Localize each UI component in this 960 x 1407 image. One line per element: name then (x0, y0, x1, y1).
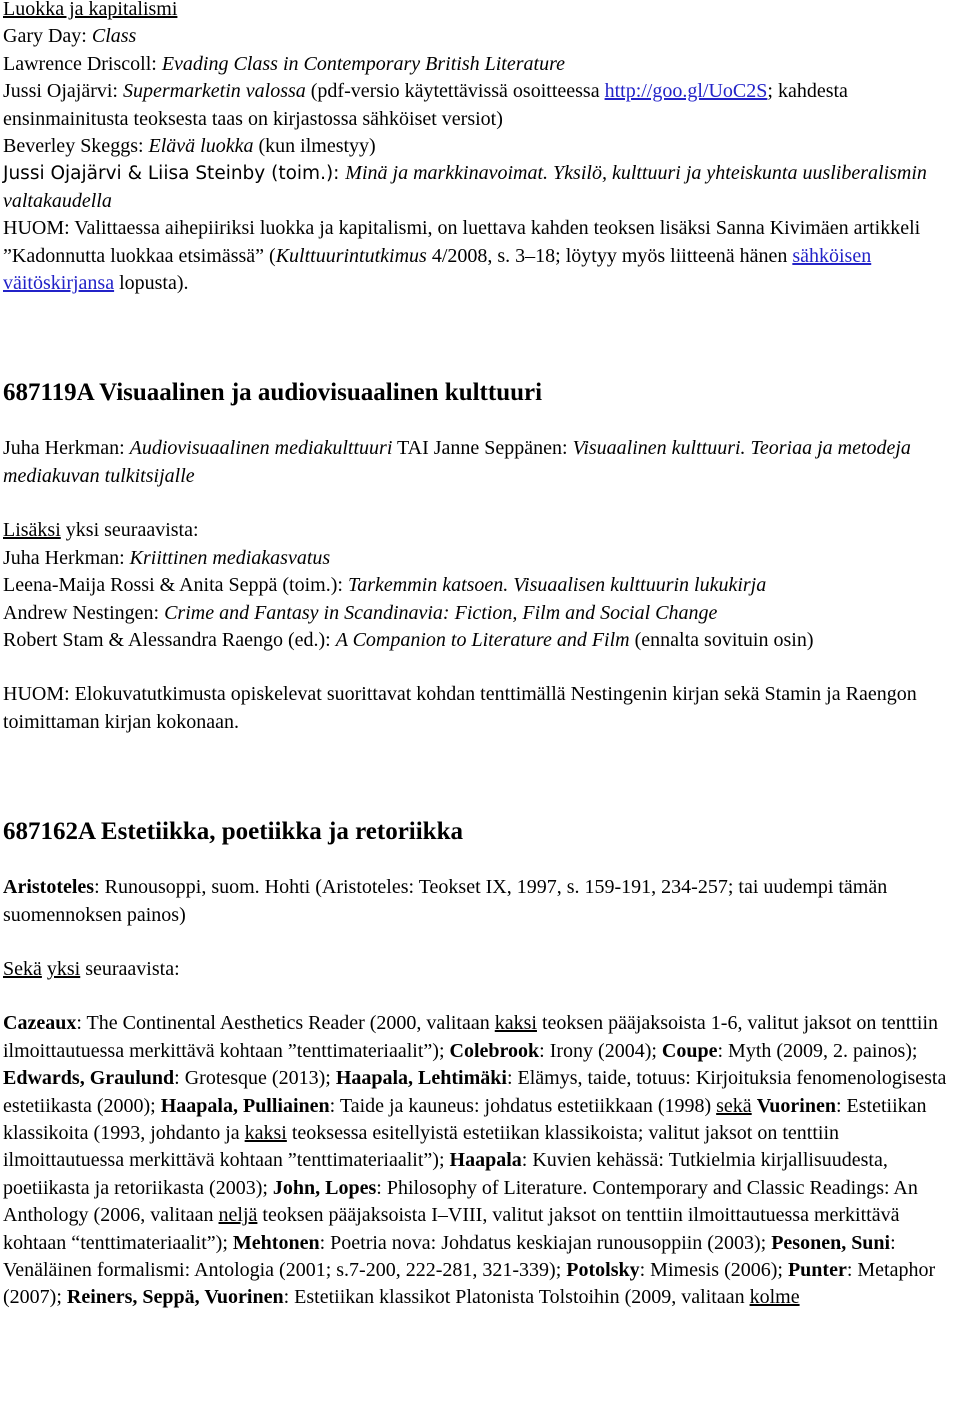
author: Juha Herkman: (3, 546, 130, 569)
spacer (3, 736, 957, 817)
book-title: Minä ja markkinavoimat. Yksilö, kulttuuri ja yhteiskunta uusliberalismin valtakaudella (3, 162, 927, 212)
book-title: Tarkemmin katsoen. Visuaalisen kulttuurin lukukirja (347, 574, 767, 597)
book-title: Class (91, 25, 137, 48)
list-text: : Estetiikan klassikot Platonista Tolstoihin (2009, valitaan (283, 1286, 750, 1309)
list-text: teoksen pääjaksoista I–VIII, valitut jaksot on tenttiin ilmoittautuessa merkittävä kohtaan “tenttimateriaalit”); (3, 1204, 900, 1254)
spacer (3, 297, 957, 378)
note-text: lopusta). (114, 272, 189, 295)
author: Beverley Skeggs: (3, 135, 149, 158)
author: Juha Herkman: (3, 437, 130, 460)
reading-item (3, 78, 957, 133)
pdf-link[interactable]: http://goo.gl/UoC2S (604, 80, 768, 103)
author: Pesonen, Suni (771, 1231, 891, 1254)
author: Colebrook (449, 1039, 540, 1062)
reading-item (3, 133, 957, 160)
list-text: : Estetiikan klassikoita (1993, johdanto ja (3, 1094, 927, 1144)
author: Gary Day: (3, 25, 92, 48)
list-text: : Philosophy of Literature. Contemporary and Classic Readings: An Anthology (2006, valitaan (3, 1176, 918, 1227)
author: Haapala, Lehtimäki (335, 1067, 507, 1090)
dissertation-link[interactable]: sähköisen väitöskirjansa (3, 244, 872, 295)
list-text: : Poetria nova: Johdatus keskiajan runousoppiin (2003); (319, 1231, 772, 1254)
list-text: teoksessa esitellyistä estetiikan klassikoista; valitut jaksot on tenttiin ilmoittautuessa merkittävä kohtaan ”tenttimateriaalit”); (3, 1121, 839, 1172)
note-text: : Runousoppi, suom. Hohti (Aristoteles: Teokset IX, 1997, s. 159-191, 234-257; tai uudempi tämän suomennoksen painos) (3, 876, 888, 926)
author: Reiners, Seppä, Vuorinen (66, 1286, 284, 1309)
list-text: : Elämys, taide, totuus: Kirjoituksia fenomenologisesta estetiikasta (2000); (3, 1067, 947, 1117)
list-text: : Kuvien kehässä: Tutkielmia kirjallisuudesta, poetiikasta ja retoriikasta (2003); (3, 1149, 888, 1199)
book-title: Supermarketin valossa (123, 80, 306, 103)
emphasis-text: Lisäksi (3, 519, 61, 542)
reading-item (3, 600, 957, 627)
author: Lawrence Driscoll: (3, 52, 162, 75)
note-text: ; kahdesta ensinmainitusta teoksesta taas on kirjastossa sähköiset versiot) (3, 80, 848, 130)
list-text: : Metaphor (2007); (3, 1259, 936, 1309)
book-title: Visuaalinen kulttuuri. Teoriaa ja metodeja mediakuvan tulkitsijalle (3, 437, 911, 487)
author: Leena-Maija Rossi & Anita Seppä (toim.): (3, 574, 348, 597)
note-text: (ennalta sovituin osin) (629, 628, 814, 651)
emphasis-text: yksi (46, 957, 81, 980)
list-text: : The Continental Aesthetics Reader (2000, valitaan (76, 1012, 495, 1035)
list-text: : Irony (2004); (539, 1039, 662, 1062)
huom-note: HUOM: Elokuvatutkimusta opiskelevat suorittavat kohdan tenttimällä Nestingenin kirjan sekä Stamin ja Raengon toimittaman kirjan kokonaan. (3, 683, 917, 733)
book-title: Kriittinen mediakasvatus (129, 546, 331, 569)
reading-list-paragraph (3, 1010, 957, 1311)
book-title: Evading Class in Contemporary British Literature (161, 52, 565, 75)
author: Mehtonen (232, 1231, 320, 1254)
author: Haapala (449, 1149, 522, 1172)
required-reading (3, 435, 957, 490)
author: Cazeaux (3, 1012, 77, 1035)
author: Haapala, Pulliainen (160, 1094, 330, 1117)
spacer (3, 983, 957, 1010)
document-page (3, 0, 957, 1312)
author: Andrew Nestingen: (3, 601, 165, 624)
reading-item (3, 572, 957, 599)
author: Coupe (661, 1039, 718, 1062)
emphasis-text: kaksi (244, 1121, 287, 1144)
spacer (3, 847, 957, 874)
list-text: : Mimesis (2006); (639, 1259, 788, 1281)
book-title: A Companion to Literature and Film (335, 628, 630, 651)
note-text: TAI Janne Seppänen: (392, 437, 573, 460)
section-heading-class-capitalism (3, 0, 957, 23)
section-title-aesthetics: 687162A Estetiikka, poetiikka ja retoriikka (3, 818, 463, 846)
reading-item (3, 545, 957, 572)
huom-note (3, 215, 957, 297)
author: Punter (787, 1259, 847, 1281)
list-text: teoksen pääjaksoista 1-6, valitut jaksot on tenttiin ilmoittautuessa merkittävä kohtaan ”tenttimateriaalit”); (3, 1012, 939, 1062)
list-text: : Myth (2009, 2. painos); (717, 1039, 918, 1062)
reading-item (3, 23, 957, 50)
spacer (3, 654, 957, 681)
author: Jussi Ojajärvi: (3, 80, 123, 103)
book-title: Elävä luokka (148, 135, 254, 158)
list-text: : Venäläinen formalismi: Antologia (2001; s.7-200, 222-281, 321-339); (3, 1231, 896, 1281)
author: Robert Stam & Alessandra Raengo (ed.): (3, 628, 336, 651)
spacer (3, 490, 957, 517)
note-text: HUOM: Valittaessa aihepiiriksi luokka ja kapitalismi, on luettava kahden teoksen lisäksi Sanna Kivimäen artikkeli ”Kadonnutta luokkaa etsimässä” ( (3, 217, 921, 267)
label-text: yksi seuraavista: (60, 519, 199, 542)
spacer (3, 929, 957, 956)
list-text: : Grotesque (2013); (174, 1067, 336, 1090)
author: Vuorinen (756, 1094, 836, 1117)
emphasis-text: Sekä (3, 957, 42, 980)
choose-one-label (3, 517, 957, 544)
reading-item (3, 51, 957, 78)
emphasis-text: kolme (749, 1286, 800, 1309)
author: Jussi Ojajärvi & Liisa Steinby (toim.): (3, 163, 346, 185)
author: John, Lopes (272, 1176, 377, 1199)
note-text: 4/2008, s. 3‒18; löytyy myös liitteenä hänen (426, 244, 793, 267)
emphasis-text: kaksi (494, 1012, 537, 1035)
reading-item (3, 627, 957, 654)
book-title: Audiovisuaalinen mediakulttuuri (129, 437, 393, 460)
emphasis-text: neljä (218, 1204, 258, 1227)
heading-text: Luokka ja kapitalismi (3, 0, 178, 20)
note-text: (kun ilmestyy) (253, 135, 376, 158)
journal-title: Kulttuurintutkimus (275, 244, 427, 267)
choose-one-label (3, 956, 957, 983)
label-text: seuraavista: (80, 957, 180, 980)
author: Edwards, Graulund (3, 1067, 175, 1090)
required-reading (3, 874, 957, 929)
book-title: Crime and Fantasy in Scandinavia: Fiction, Film and Social Change (164, 601, 718, 624)
list-text: : Taide ja kauneus: johdatus estetiikkaan (1998) (329, 1094, 717, 1117)
section-title-visual-culture: 687119A Visuaalinen ja audiovisuaalinen kulttuuri (3, 379, 543, 407)
emphasis-text: sekä (716, 1094, 752, 1117)
note-text: (pdf-versio käytettävissä osoitteessa (305, 80, 605, 103)
spacer (3, 408, 957, 435)
author: Potolsky (566, 1259, 640, 1281)
reading-item (3, 160, 957, 215)
author: Aristoteles (3, 876, 95, 899)
